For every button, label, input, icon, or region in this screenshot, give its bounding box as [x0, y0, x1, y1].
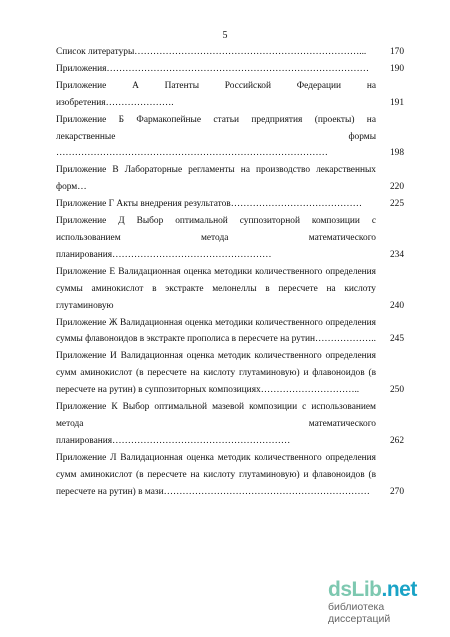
- toc-entry-page: 198: [389, 148, 404, 159]
- toc-entry: [56, 213, 404, 264]
- toc-entry-page: 191: [389, 97, 404, 108]
- table-of-contents: [56, 44, 404, 500]
- toc-entry-title: Приложение Б Фармакопейные статьи предприятия (проекты) на лекарственные формы ……………………………………………………………………………: [56, 114, 376, 159]
- toc-entry-title: Приложение В Лабораторные регламенты на производство лекарственных форм…: [56, 165, 376, 193]
- toc-entry-page: 190: [389, 63, 404, 74]
- toc-entry-title: Приложение Е Валидационная оценка методики количественного определения суммы аминокислот в экстракте мелонеллы в пересчете на кислоту глутаминовую: [56, 266, 376, 311]
- toc-entry-title: Приложение И Валидационная оценка методик количественного определения сумм аминокислот (в пересчете на кислоту глутаминовую) и флавоноидов (в пересчете на рутин) в суппозиторных композициях…………………………..: [56, 351, 376, 396]
- toc-entry: [56, 61, 404, 78]
- toc-entry: [56, 162, 404, 196]
- toc-entry: [56, 348, 404, 399]
- logo-text: dsLib: [328, 578, 382, 601]
- toc-entry-title: Приложение Г Акты внедрения результатов……………………………………: [56, 199, 362, 210]
- toc-entry-title: Список литературы………………………………………………………………...: [56, 47, 367, 57]
- toc-entry-title: Приложение К Выбор оптимальной мазевой композиции с использованием метода математического планирования…………………………………………………: [56, 402, 376, 446]
- toc-entry-title: Приложение Д Выбор оптимальной суппозиторной композиции с использованием метода математического планирования……………………………………………: [56, 216, 376, 260]
- watermark-logo: [328, 579, 438, 601]
- toc-entry-title: Приложение Ж Валидационная оценка методики количественного определения суммы флавоноидов в экстракте прополиса в пересчете на рутин………………..: [56, 317, 376, 345]
- page-number: 5: [222, 30, 228, 41]
- toc-entry-page: 250: [389, 385, 404, 396]
- toc-entry: [56, 399, 404, 450]
- toc-entry: [56, 78, 404, 112]
- toc-entry: [56, 264, 404, 315]
- toc-entry-page: 240: [389, 300, 404, 311]
- toc-entry: [56, 44, 404, 61]
- toc-entry-page: 225: [389, 199, 404, 210]
- toc-entry: [56, 450, 404, 501]
- toc-entry: [56, 196, 404, 213]
- toc-entry: [56, 112, 404, 163]
- toc-entry-page: 234: [389, 249, 404, 260]
- toc-entry-title: Приложение Л Валидационная оценка методик количественного определения сумм аминокислот (в пересчете на кислоту глутаминовую) и флавоноидов (в пересчете на рутин) в мази…………………………………………………………: [56, 452, 376, 497]
- toc-entry-page: 270: [389, 486, 404, 497]
- toc-entry-page: 170: [389, 47, 404, 57]
- logo-domain: .net: [381, 578, 417, 601]
- watermark[interactable]: [328, 579, 438, 625]
- toc-entry: [56, 315, 404, 349]
- watermark-subtitle: библиотека диссертаций: [328, 601, 391, 625]
- toc-entry-title: Приложение А Патенты Российской Федерации на изобретения………………….: [56, 80, 376, 108]
- toc-entry-page: 220: [389, 182, 404, 193]
- toc-entry-page: 262: [389, 435, 404, 446]
- toc-entry-title: Приложения…………………………………………………………………………: [56, 63, 369, 74]
- toc-entry-page: 245: [389, 334, 404, 345]
